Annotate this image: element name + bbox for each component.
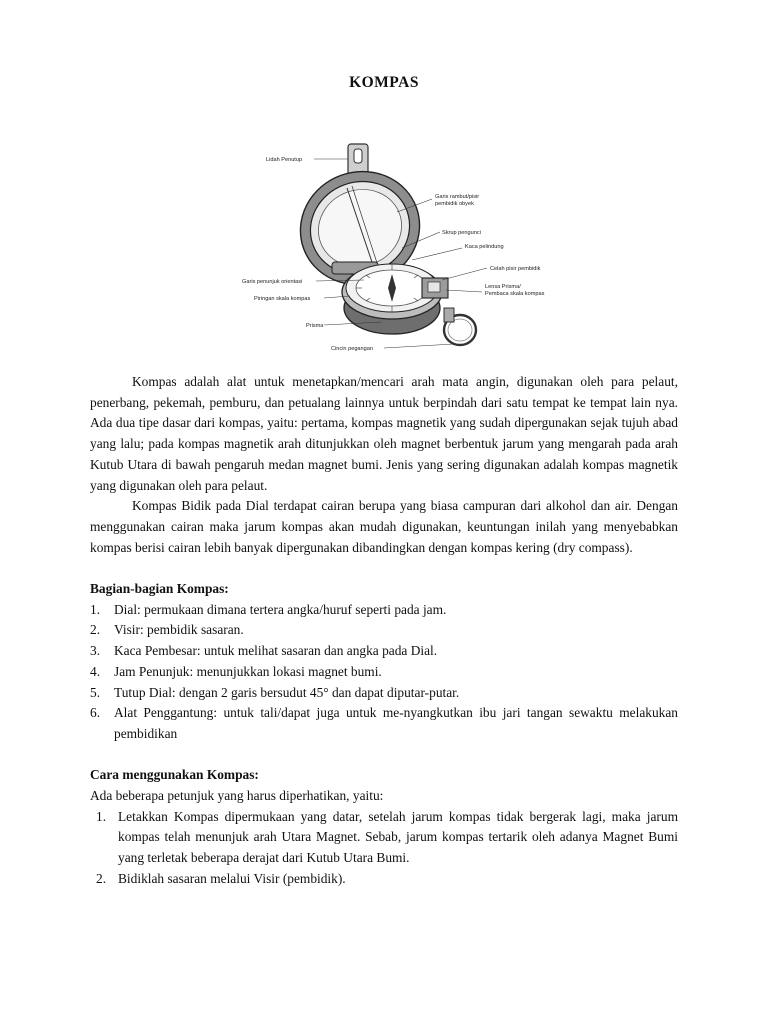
label-garis-rambut-line1: Garis rambut/pisir [435, 194, 480, 200]
label-skrup-pengunci: Skrup pengunci [442, 230, 481, 236]
usage-intro: Ada beberapa petunjuk yang harus diperhatikan, yaitu: [90, 788, 384, 804]
list-item: 2. Visir: pembidik sasaran. [90, 622, 244, 638]
list-item: 3. Kaca Pembesar: untuk melihat sasaran dan angka pada Dial. [90, 643, 438, 659]
label-piringan-skala: Piringan skala kompas [254, 296, 311, 302]
document-title: KOMPAS [349, 74, 419, 91]
list-item: 6. Alat Penggantung: untuk tali/dapat juga untuk me-nyangkutkan ibu jari tangan sewaktu melakukan pembidikan [90, 705, 678, 741]
usage-heading: Cara menggunakan Kompas: [90, 767, 259, 783]
label-lensa-prisma-line1: Lensa Prisma/ [485, 284, 521, 290]
list-item: 1. Letakkan Kompas dipermukaan yang datar, setelah jarum kompas tidak bergerak lagi, maka jarum kompas telah menunjuk arah Utara Magnet. Sebab, jarum kompas tertarik oleh adanya Magnet Bumi yang terletak beberapa derajat dari Kutub Utara Bumi. [96, 808, 678, 866]
compass-illustration [232, 140, 562, 358]
label-prisma: Prisma [306, 323, 324, 329]
label-kaca-pelindung: Kaca pelindung [465, 244, 504, 250]
paragraph-dial: Kompas Bidik pada Dial terdapat cairan berupa yang biasa campuran dari alkohol dan air. Dengan menggunakan cairan maka jarum kompas akan mudah digunakan, keuntungan inilah yang menyebabkan kompas berisi cairan lebih banyak dipergunakan dibandingkan dengan kompas kering (dry compass). [90, 498, 678, 555]
label-garis-penunjuk: Garis penunjuk orientasi [242, 279, 303, 285]
label-garis-rambut-line2: pembidik obyek [435, 201, 474, 207]
label-celah-pisir: Celah pisir pembidik [490, 266, 541, 272]
label-cincin-pegangan: Cincin pegangan [331, 346, 373, 352]
label-lensa-prisma-line2: Pembaca skala kompas [485, 291, 545, 297]
paragraph-intro: Kompas adalah alat untuk menetapkan/mencari arah mata angin, digunakan oleh para pelaut, penerbang, pekemah, pemburu, dan petualang lainnya untuk berpindah dari satu tempat ke tempat lain nya. Ada dua tipe dasar dari kompas, yaitu: pertama, kompas magnetik yang sudah dipergunakan sejak tujuh abad yang lalu; pada kompas magnetik arah ditunjukkan oleh magnet berbentuk jarum yang mengarah pada arah Kutub Utara di bawah pengaruh medan magnet bumi. Jenis yang sering digunakan adalah kompas magnetik yang digunakan oleh para pelaut. [90, 374, 678, 493]
usage-steps-list [90, 807, 678, 890]
list-item: 4. Jam Penunjuk: menunjukkan lokasi magnet bumi. [90, 663, 382, 679]
list-item: 2. Bidiklah sasaran melalui Visir (pembidik). [96, 870, 346, 886]
list-item: 5. Tutup Dial: dengan 2 garis bersudut 45° dan dapat diputar-putar. [90, 684, 460, 700]
label-lidah-penutup: Lidah Penutup [266, 157, 303, 163]
parts-list [90, 600, 678, 745]
main-text [90, 372, 678, 890]
parts-heading: Bagian-bagian Kompas: [90, 581, 229, 597]
compass-diagram [232, 140, 562, 358]
list-item: 1. Dial: permukaan dimana tertera angka/huruf seperti pada jam. [90, 601, 447, 617]
